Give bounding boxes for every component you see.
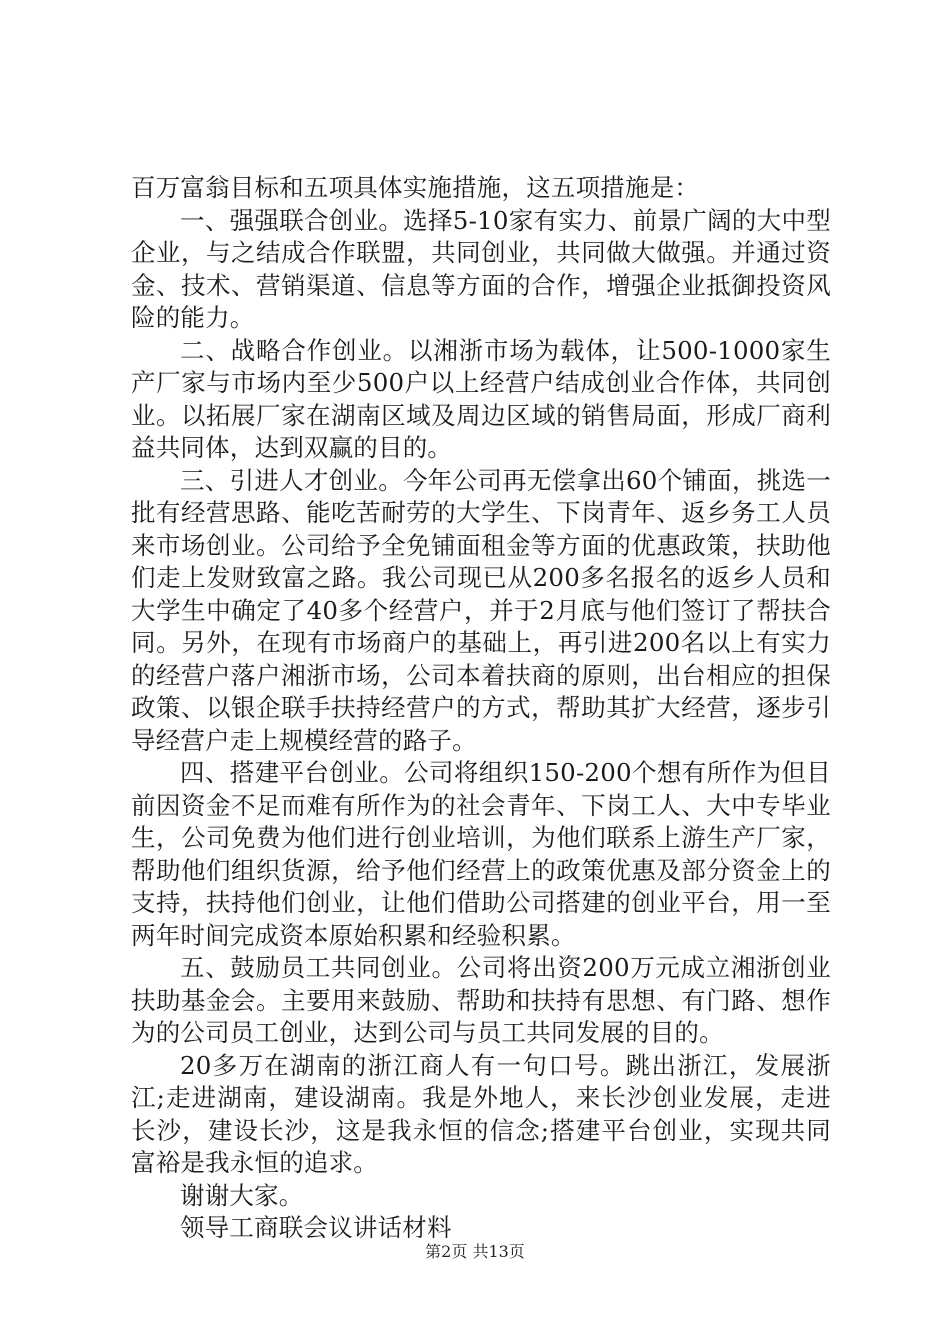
paragraph-measure-3: 三、引进人才创业。今年公司再无偿拿出60个铺面，挑选一批有经营思路、能吃苦耐劳的大学生、下岗青年、返乡务工人员来市场创业。公司给予全免铺面租金等方面的优惠政策，扶助他们走上发财致富之路。我公司现已从200多名报名的返乡人员和大学生中确定了40多个经营户，并于2月底与他们签订了帮扶合同。另外，在现有市场商户的基础上，再引进200名以上有实力的经营户落户湘浙市场，公司本着扶商的原则，出台相应的担保政策、以银企联手扶持经营户的方式，帮助其扩大经营，逐步引导经营户走上规模经营的路子。 xyxy=(131,465,831,755)
paragraph-measure-4: 四、搭建平台创业。公司将组织150-200个想有所作为但目前因资金不足而难有所作为的社会青年、下岗工人、大中专毕业生，公司免费为他们进行创业培训，为他们联系上游生产厂家，帮助他们组织货源，给予他们经营上的政策优惠及部分资金上的支持，扶持他们创业，让他们借助公司搭建的创业平台，用一至两年时间完成资本原始积累和经验积累。 xyxy=(131,758,831,950)
page-footer xyxy=(0,1242,950,1262)
paragraph-thanks: 谢谢大家。 xyxy=(180,1180,304,1210)
page-number-label: 第2页 共13页 xyxy=(425,1242,525,1261)
paragraph-slogan: 20多万在湖南的浙江商人有一句口号。跳出浙江，发展浙江;走进湖南，建设湖南。我是外地人，来长沙创业发展，走进长沙，建设长沙，这是我永恒的信念;搭建平台创业，实现共同富裕是我永恒的追求。 xyxy=(131,1050,831,1177)
paragraph-measure-5: 五、鼓励员工共同创业。公司将出资200万元成立湘浙创业扶助基金会。主要用来鼓励、帮助和扶持有思想、有门路、想作为的公司员工创业，达到公司与员工共同发展的目的。 xyxy=(131,953,831,1047)
paragraph-measure-2: 二、战略合作创业。以湘浙市场为载体，让500-1000家生产厂家与市场内至少500户以上经营户结成创业合作体，共同创业。以拓展厂家在湖南区域及周边区域的销售局面，形成厂商利益共同体，达到双赢的目的。 xyxy=(131,335,831,462)
paragraph-intro: 百万富翁目标和五项具体实施措施，这五项措施是： xyxy=(131,173,700,202)
paragraph-next-title: 领导工商联会议讲话材料 xyxy=(180,1213,452,1242)
document-body xyxy=(131,172,831,1245)
paragraph-measure-1: 一、强强联合创业。选择5-10家有实力、前景广阔的大中型企业，与之结成合作联盟，共同创业，共同做大做强。并通过资金、技术、营销渠道、信息等方面的合作，增强企业抵御投资风险的能力。 xyxy=(131,205,831,332)
